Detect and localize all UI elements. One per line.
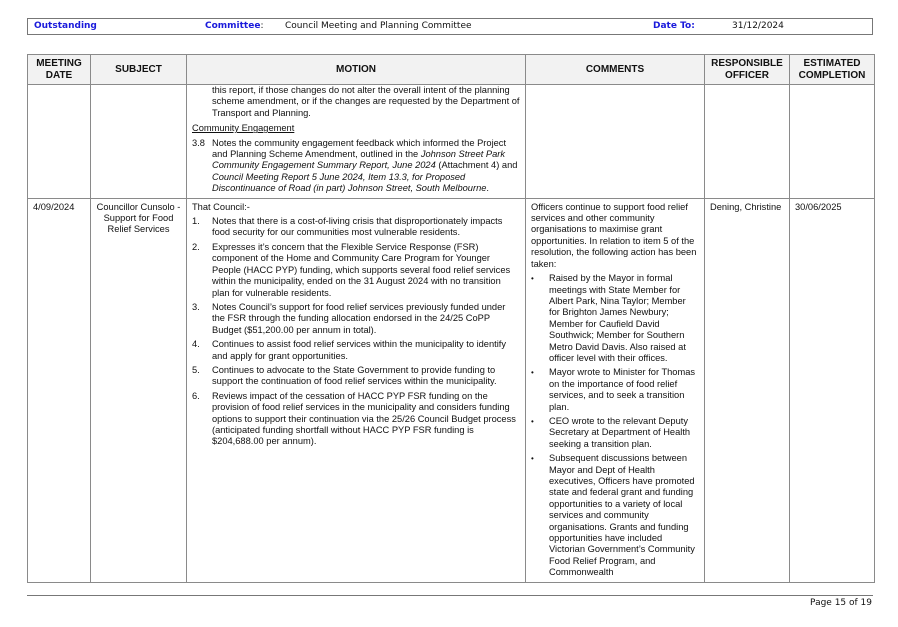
table-row [28, 198, 875, 582]
bullet-icon: • [531, 416, 534, 426]
motion-item: 3. Notes Council’s support for food relief services previously funded under the FSR through the funding allocation endorsed in the 24/25 CoPP Budget ($51,200.00 per annum in total). [192, 301, 506, 335]
col-header-responsible-officer: RESPONSIBLE OFFICER [705, 55, 790, 85]
bullet-icon: • [531, 454, 534, 464]
bullet-icon: • [531, 368, 534, 378]
responsible-officer-cell [705, 85, 790, 199]
comment-bullet-item: • Mayor wrote to Minister for Thomas on the importance of food relief services, and to seek a transition plan. [531, 367, 696, 412]
report-header-bar [27, 18, 873, 35]
table-header-row [28, 55, 875, 85]
comment-bullet-item: • Raised by the Mayor in formal meetings with State Member for Albert Park, Nina Taylor; Member for Brighton James Newbury; Member for Caufield David Southwick; Member for Southern Metro David Davis. Also raised at officer level with their offices. [531, 273, 686, 363]
date-to-label: Date To: [653, 21, 695, 31]
table-row [28, 85, 875, 199]
item-number: 3.8 [192, 137, 205, 148]
motion-cell [187, 198, 526, 582]
col-header-comments: COMMENTS [526, 55, 705, 85]
col-header-meeting-date: MEETING DATE [28, 55, 91, 85]
comment-bullet-item: • CEO wrote to the relevant Deputy Secretary at Department of Health seeking a transition plan. [531, 415, 691, 449]
motion-item: 4. Continues to assist food relief services within the municipality to identify and apply for grant opportunities. [192, 339, 507, 361]
motion-continuation-text: this report, if those changes do not alter the overall intent of the planning scheme amendment, or if the changes are requested by the Department of Transport and Planning. [212, 85, 520, 118]
committee-label: Committee [205, 21, 261, 31]
col-header-subject: SUBJECT [91, 55, 187, 85]
bullet-icon: • [531, 274, 534, 284]
motion-item: 1. Notes that there is a cost-of-living crisis that disproportionately impacts food security for our communities most vulnerable residents. [192, 216, 503, 238]
estimated-completion-cell: 30/06/2025 [790, 198, 875, 582]
motion-item [192, 138, 520, 195]
motion-cell [187, 85, 526, 199]
motion-item: 2. Expresses it’s concern that the Flexible Service Response (FSR) component of the Home and Community Care Program for Younger People (HACC PYP) funding, which supports several food relief services within the municipality, ended on the 31 August 2024 with no transition plan for vulnerable residents. [192, 241, 511, 298]
comments-intro: Officers continue to support food relief services and other community organisations to maximise grant opportunities. In relation to item 5 of the resolution, the following action has been taken: [531, 201, 697, 269]
committee-value: Council Meeting and Planning Committee [285, 21, 472, 31]
motion-item: 5. Continues to advocate to the State Government to provide funding to support the continuation of food relief services within the municipality. [192, 364, 497, 387]
comments-cell [526, 198, 705, 582]
subject-cell: Councillor Cunsolo - Support for Food Relief Services [91, 198, 187, 582]
responsible-officer-cell: Dening, Christine [705, 198, 790, 582]
motion-item: 6. Reviews impact of the cessation of HACC PYP FSR funding on the provision of food relief services in the municipality and considers funding options to support their continuation via the 25/26 Council Budget process (anticipated funding shortfall without HACC PYP FSR funding is $204,688.00 per annum). [192, 390, 516, 447]
comment-bullet-item: • Subsequent discussions between Mayor and Dept of Health executives, Officers have promoted state and federal grant and funding opportunities to a variety of local services and community organisations. Grants and funding opportunities have included Victorian Government’s Community Food Relief Program, and Commonwealth [531, 453, 695, 578]
motion-intro: That Council:- [192, 201, 250, 212]
col-header-estimated-completion: ESTIMATED COMPLETION [790, 55, 875, 85]
footer-divider [27, 595, 873, 596]
section-heading: Community Engagement [192, 123, 295, 134]
item-text: Notes the community engagement feedback which informed the Project and Planning Scheme Amendment, outlined in the Johnson Street Park Community Engagement Summary Report, June 2024 (Attachment 4) and Council Meeting Report 5 June 2024, Item 13.3, for Proposed Discontinuance of Road (in part) Johnson Street, South Melbourne. [212, 137, 518, 194]
col-header-motion: MOTION [187, 55, 526, 85]
subject-cell [91, 85, 187, 199]
status-label: Outstanding [34, 21, 97, 31]
comments-cell [526, 85, 705, 199]
meeting-date-cell [28, 85, 91, 199]
page-number: Page 15 of 19 [810, 598, 872, 608]
date-to-value: 31/12/2024 [732, 21, 784, 31]
outstanding-actions-table [27, 54, 875, 583]
meeting-date-cell: 4/09/2024 [28, 198, 91, 582]
committee-field: Committee: [205, 21, 264, 31]
estimated-completion-cell [790, 85, 875, 199]
